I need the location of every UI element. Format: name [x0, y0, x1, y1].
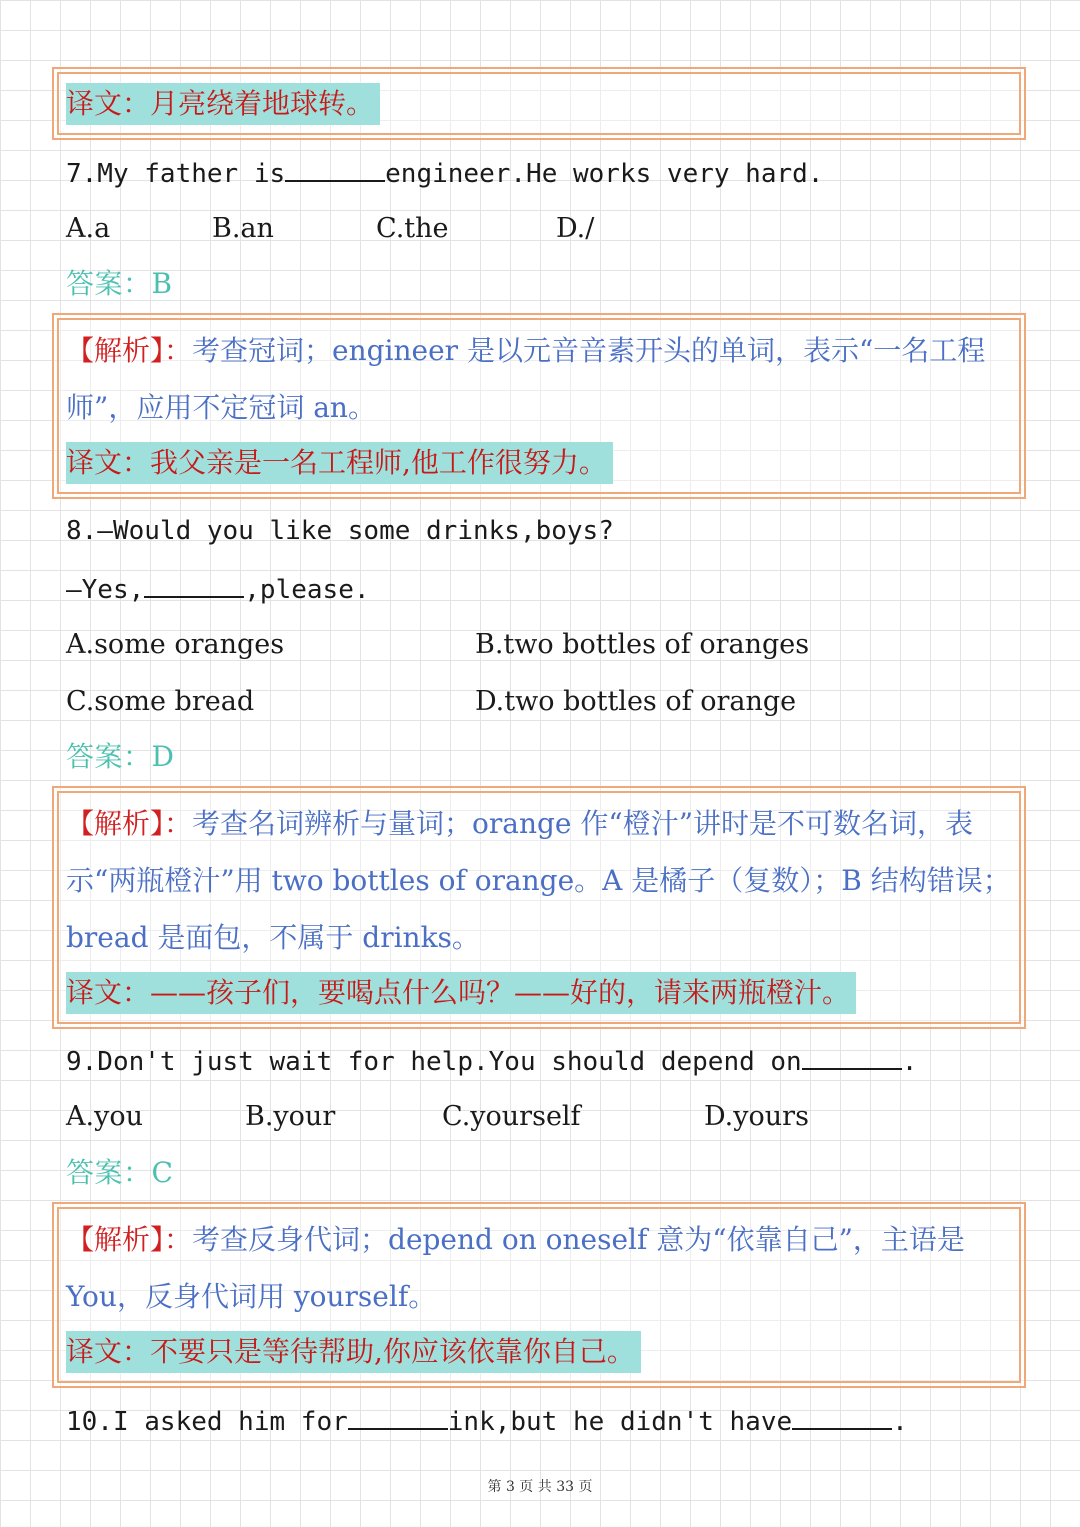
q10-stem: 10.I asked him for ink,but he didn't have . — [66, 1402, 908, 1440]
q9-option-a: A.you — [66, 1101, 143, 1132]
q9-answer: 答案：C — [66, 1156, 174, 1189]
q7-option-a: A.a — [66, 213, 111, 244]
q7-translation: 译文：我父亲是一名工程师,他工作很努力。 — [66, 442, 613, 484]
q7-analysis: 【解析】：考查冠词；engineer 是以元音音素开头的单词，表示“一名工程师”，应用不定冠词 an。 — [66, 334, 986, 424]
q9-stem: 9.Don't just wait for help.You should depend on . — [66, 1042, 917, 1080]
top-translation: 译文：月亮绕着地球转。 — [66, 83, 380, 125]
q8-stem-line2: —Yes, ,please. — [66, 570, 370, 608]
q8-option-c: C.some bread — [66, 686, 255, 717]
page-footer: 第 3 页 共 33 页 — [487, 1479, 593, 1495]
q7-option-d: D./ — [556, 213, 595, 244]
q8-blank[interactable] — [144, 570, 244, 598]
q8-answer: 答案：D — [66, 740, 175, 773]
q7-option-b: B.an — [212, 213, 274, 244]
q8-analysis: 【解析】：考查名词辨析与量词；orange 作“橙汁”讲时是不可数名词，表示“两瓶橙汁”用 two bottles of orange。A 是橘子（复数）；B 结构错误；bread 是面包，不属于 drinks。 — [66, 807, 1011, 954]
q8-option-b: B.two bottles of oranges — [475, 629, 810, 660]
q8-stem-line1: 8.—Would you like some drinks,boys? — [66, 516, 614, 546]
q8-translation: 译文：——孩子们，要喝点什么吗？——好的，请来两瓶橙汁。 — [66, 972, 856, 1014]
q8-option-d: D.two bottles of orange — [475, 686, 797, 717]
q9-translation: 译文：不要只是等待帮助,你应该依靠你自己。 — [66, 1331, 641, 1373]
q9-blank[interactable] — [802, 1042, 902, 1070]
q7-answer: 答案：B — [66, 267, 173, 300]
q8-option-a: A.some oranges — [66, 629, 285, 660]
q9-option-c: C.yourself — [442, 1101, 581, 1132]
q7-blank[interactable] — [285, 154, 385, 182]
q10-blank-2[interactable] — [792, 1402, 892, 1430]
q10-blank-1[interactable] — [348, 1402, 448, 1430]
q7-option-c: C.the — [376, 213, 449, 244]
q9-option-d: D.yours — [704, 1101, 809, 1132]
q9-analysis: 【解析】：考查反身代词；depend on oneself 意为“依靠自己”，主语是 You，反身代词用 yourself。 — [66, 1223, 965, 1313]
q9-option-b: B.your — [245, 1101, 336, 1132]
q7-stem: 7.My father is engineer.He works very hard. — [66, 154, 823, 192]
